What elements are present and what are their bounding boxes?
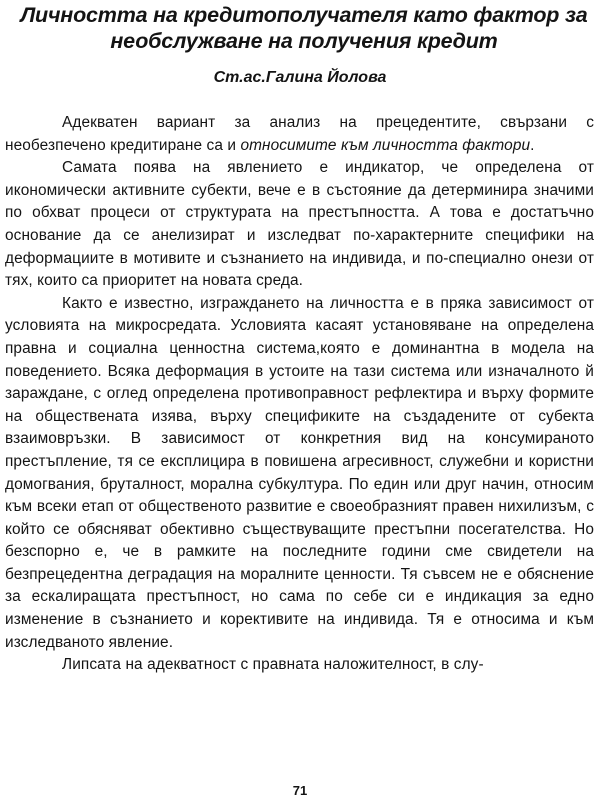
paragraph-2: Самата поява на явлението е индикатор, че определена от икономически активните субекти, вече е в състояние да детерминира значими по обхват процеси от структурата на престъпността. А това е достатъчно основание да се анелизират и изследват по-характерните специфики на деформациите в мотивите и съзнанието на индивида, и по-специално онези от тях, които са приоритет на новата среда. — [5, 159, 594, 290]
paragraph-1-emphasis: относимите към личността фактори — [240, 136, 531, 154]
page-number: 71 — [292, 783, 308, 798]
article-title: Личността на кредитополучателя като фактор за необслужване на получения кредит — [20, 3, 588, 53]
paragraph-1-tail: . — [530, 136, 535, 154]
paragraph-1-lead: Адекватен вариант за анализ на прецедентите, свързани с необезпечено кредитиране са и — [5, 114, 594, 154]
paragraph-3: Както е известно, изграждането на личността е в пряка зависимост от условията на микросредата. Условията касаят установяване на определена правна и социална ценностна система,която е доминантна в модела на поведението. Всяка деформация в устоите на тази система или изначалното й зараждане, с оглед определена противоправност рефлектира и върху формите на обществената изява, върху спецификите на създадените от субекта взаимовръзки. В зависимост от конкретния вид на консумираното престъпление, тя се експлицира в повишена агресивност, служебни и користни домогвания, бруталност, морална субкултура. По един или друг начин, относим към всеки етап от общественото развитие е своеобразният правен нихилизъм, с който се обясняват обективно съществуващите престъпни посегателства. Но безспорно е, че в рамките на последните години сме свидетели на безпрецедентна деградация на моралните ценности. Тя съвсем не е обяснение за ескалиращата престъпност, но сама по себе си е индикация за едно изменение в съзнанието и корективите на индивида. Тя е относима и към изследваното явление. — [5, 294, 594, 651]
paragraph-1 — [5, 112, 594, 157]
paragraph-4: Липсата на адекватност с правната наложителност, в слу- — [62, 656, 484, 674]
article-body — [5, 112, 594, 677]
author-name: Ст.ас.Галина Йолова — [213, 69, 387, 86]
